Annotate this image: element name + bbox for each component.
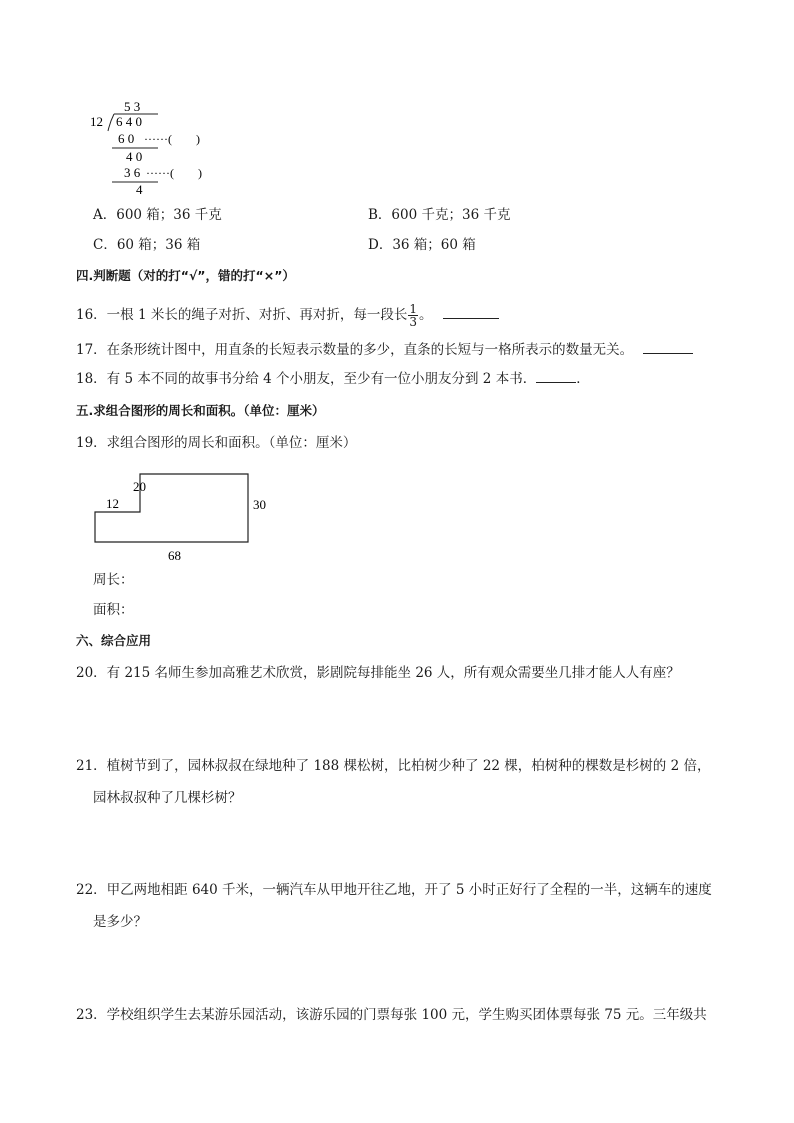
division-quotient: 5 3 [124, 99, 141, 114]
question-17 [76, 340, 693, 360]
division-step1-marker: ······( ) [144, 132, 200, 146]
division-step3: 3 6 [124, 165, 141, 180]
question-16-text: 16．一根 1 米长的绳子对折、对折、再对折，每一段长 [76, 307, 408, 323]
question-18-text: 18．有 5 本不同的故事书分给 4 个小朋友，至少有一位小朋友分到 2 本书． [76, 371, 537, 387]
area-label: 面积： [93, 602, 134, 618]
division-dividend: 6 4 0 [116, 114, 142, 129]
fraction-one-third [408, 303, 418, 328]
question-23-line-1: 23．学校组织学生去某游乐园活动，该游乐园的门票每张 100 元，学生购买团体票每张 75 元。三年级共 [76, 1007, 707, 1023]
section-6-title: 六、综合应用 [76, 633, 152, 648]
option-c: C．60 箱；36 箱 [93, 237, 201, 253]
answer-blank-17[interactable] [643, 341, 693, 354]
answer-blank-18[interactable] [536, 370, 576, 383]
answer-blank-16[interactable] [443, 306, 499, 319]
question-21-line-1: 21．植树节到了，园林叔叔在绿地种了 188 棵松树，比柏树少种了 22 棵，柏树种的棵数是杉树的 2 倍， [76, 758, 711, 774]
fraction-denominator: 3 [409, 315, 417, 329]
division-remainder: 4 [136, 182, 143, 196]
division-step3-marker: ······( ) [146, 166, 202, 180]
option-d: D．36 箱；60 箱 [368, 237, 476, 253]
long-division-figure [88, 98, 218, 196]
division-divisor: 12 [90, 114, 103, 129]
question-16 [76, 303, 499, 328]
section-5-title: 五.求组合图形的周长和面积。（单位：厘米） [76, 403, 325, 418]
division-step1: 6 0 [118, 131, 135, 146]
section-4-title: 四.判断题（对的打“√”，错的打“×”） [76, 268, 295, 283]
label-12: 12 [106, 496, 119, 511]
question-21-line-2: 园林叔叔种了几棵杉树？ [93, 790, 242, 806]
division-step2: 4 0 [126, 149, 143, 164]
composite-shape-figure [88, 466, 274, 566]
question-16-tail: 。 [419, 307, 433, 323]
division-bracket [108, 114, 114, 131]
label-68: 68 [168, 548, 181, 563]
option-b: B．600 千克；36 千克 [368, 207, 511, 223]
option-a: A．600 箱；36 千克 [93, 207, 222, 223]
question-22-line-1: 22．甲乙两地相距 640 千米，一辆汽车从甲地开往乙地，开了 5 小时正好行了全程的一半，这辆车的速度 [76, 882, 712, 898]
question-20: 20．有 215 名师生参加高雅艺术欣赏，影剧院每排能坐 26 人，所有观众需要坐几排才能人人有座？ [76, 665, 680, 681]
label-30: 30 [253, 497, 266, 512]
question-18 [76, 369, 590, 389]
question-19: 19．求组合图形的周长和面积。（单位：厘米） [76, 435, 357, 451]
label-20: 20 [133, 479, 146, 494]
fraction-numerator: 1 [409, 302, 417, 316]
question-22-line-2: 是多少？ [93, 914, 147, 930]
perimeter-label: 周长： [93, 572, 134, 588]
question-17-text: 17．在条形统计图中，用直条的长短表示数量的多少，直条的长短与一格所表示的数量无关。 [76, 342, 634, 358]
question-18-tail: ． [576, 371, 590, 387]
